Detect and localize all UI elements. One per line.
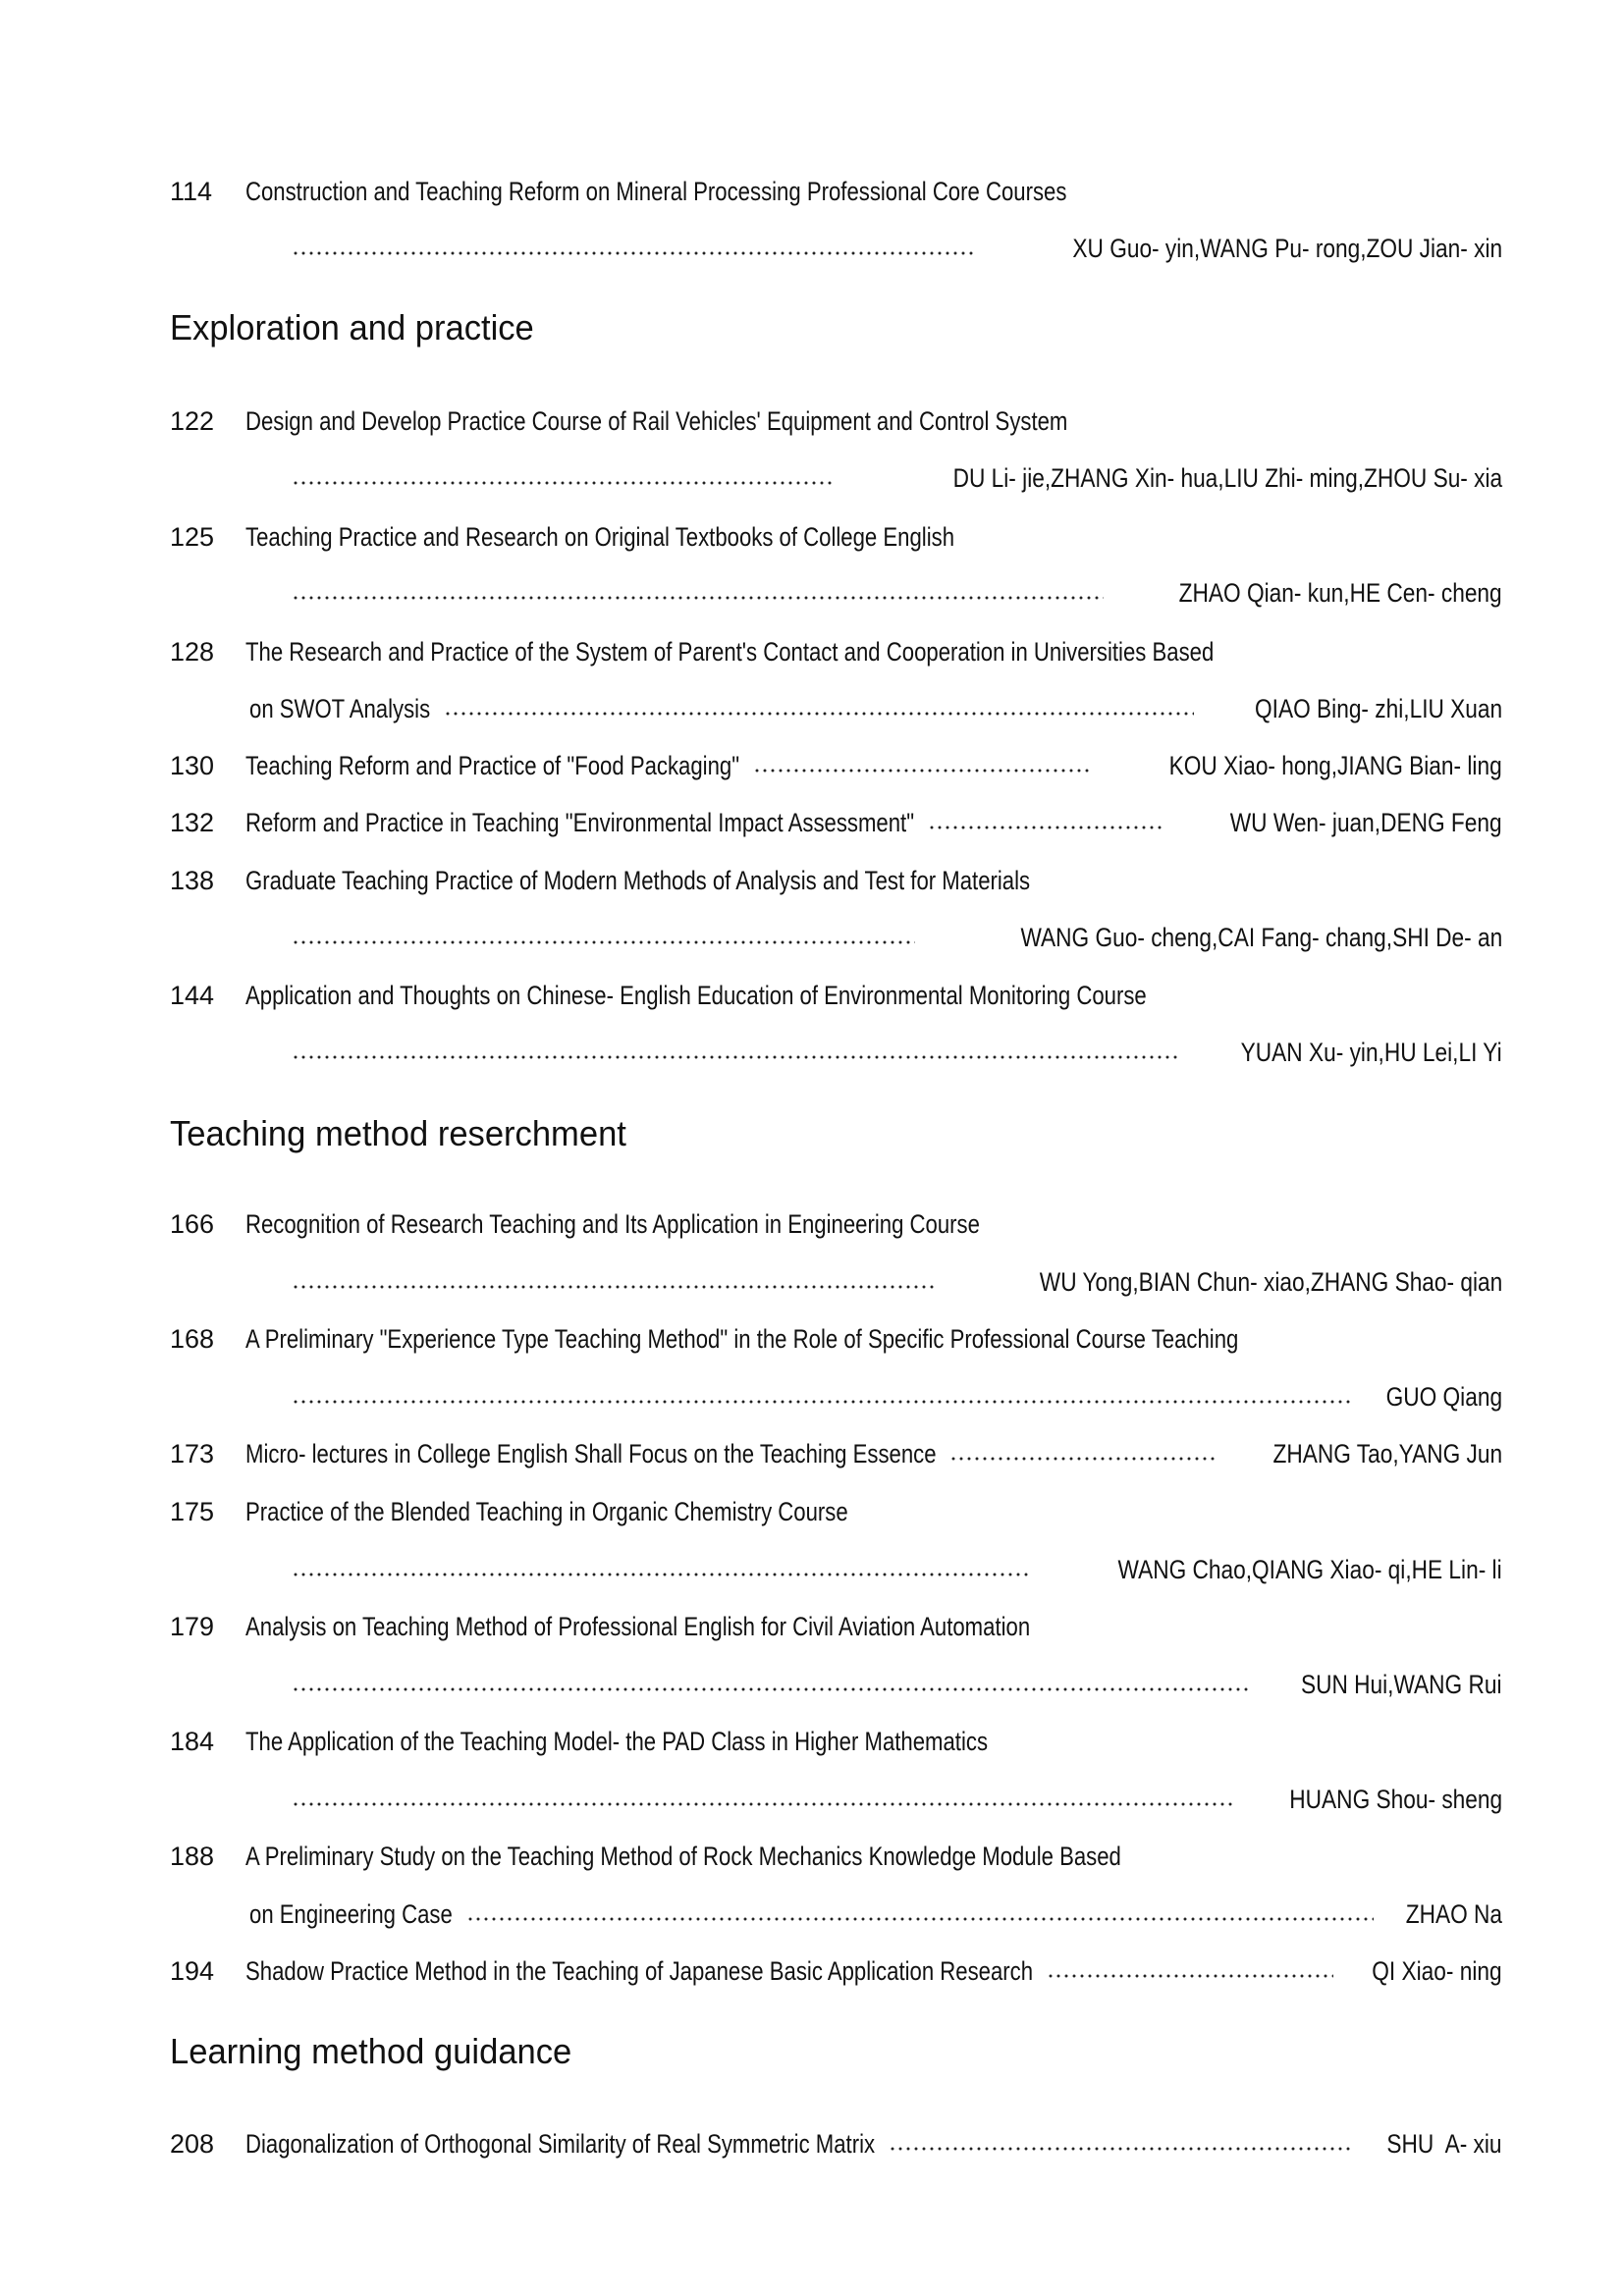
entry-page-number: 194: [170, 1956, 215, 1986]
entry-page-number: 188: [170, 1842, 215, 1871]
toc-entry-184[interactable]: [170, 1724, 1502, 1759]
toc-entry-168[interactable]: [170, 1321, 1502, 1357]
entry-title: Design and Develop Practice Course of Rail Vehicles' Equipment and Control System: [245, 406, 1068, 436]
dot-leader: [928, 805, 1165, 840]
toc-entry-128-continuation-line: [170, 691, 1502, 726]
entry-title: Recognition of Research Teaching and Its Application in Engineering Course: [245, 1209, 980, 1239]
entry-authors: DU Li- jie,ZHANG Xin- hua,LIU Zhi- ming,ZHOU Su- xia: [952, 463, 1502, 493]
entry-title: Graduate Teaching Practice of Modern Methods of Analysis and Test for Materials: [245, 866, 1031, 895]
dot-leader: [1047, 1953, 1333, 1989]
entry-authors: ZHAO Qian- kun,HE Cen- cheng: [1178, 578, 1502, 608]
dot-leader: [292, 231, 977, 266]
entry-authors: SHU A- xiu: [1386, 2129, 1502, 2159]
entry-authors: WU Yong,BIAN Chun- xiao,ZHANG Shao- qian: [1039, 1267, 1502, 1297]
entry-title: Practice of the Blended Teaching in Organic Chemistry Course: [245, 1497, 848, 1526]
entry-authors: WANG Chao,QIANG Xiao- qi,HE Lin- li: [1117, 1555, 1502, 1584]
toc-entry-208[interactable]: [170, 2126, 1502, 2162]
toc-entry-188[interactable]: [170, 1839, 1502, 1874]
entry-page-number: 128: [170, 637, 215, 667]
entry-authors: ZHAO Na: [1405, 1899, 1502, 1929]
toc-entry-179[interactable]: [170, 1609, 1502, 1644]
entry-title: Teaching Practice and Research on Original Textbooks of College English: [245, 522, 955, 552]
entry-authors: KOU Xiao- hong,JIANG Bian- ling: [1168, 751, 1502, 780]
toc-entry-166[interactable]: [170, 1206, 1502, 1242]
entry-page-number: 132: [170, 808, 215, 837]
dot-leader: [444, 691, 1194, 726]
entry-authors: WU Wen- juan,DENG Feng: [1230, 808, 1502, 837]
toc-entry-166-authors-line: [170, 1264, 1502, 1300]
toc-entry-184-authors-line: [170, 1782, 1502, 1817]
section-heading: Learning method guidance: [170, 2031, 572, 2071]
entry-page-number: 168: [170, 1324, 215, 1354]
dot-leader: [292, 1552, 1031, 1587]
toc-entry-125[interactable]: [170, 519, 1502, 555]
dot-leader: [292, 1667, 1249, 1702]
entry-authors: ZHANG Tao,YANG Jun: [1272, 1439, 1502, 1468]
entry-page-number: 114: [170, 177, 213, 206]
entry-title-continuation: on SWOT Analysis: [249, 694, 431, 723]
entry-title: Construction and Teaching Reform on Mineral Processing Professional Core Courses: [245, 177, 1067, 206]
entry-page-number: 184: [170, 1727, 215, 1756]
entry-authors: QIAO Bing- zhi,LIU Xuan: [1254, 694, 1502, 723]
entry-authors: SUN Hui,WANG Rui: [1301, 1670, 1502, 1699]
entry-title: Micro- lectures in College English Shall Focus on the Teaching Essence: [245, 1439, 937, 1468]
entry-authors: XU Guo- yin,WANG Pu- rong,ZOU Jian- xin: [1072, 234, 1502, 263]
toc-entry-122-authors-line: [170, 460, 1502, 496]
entry-title-continuation: on Engineering Case: [249, 1899, 453, 1929]
entry-title: Reform and Practice in Teaching "Environmental Impact Assessment": [245, 808, 915, 837]
entry-page-number: 179: [170, 1612, 215, 1641]
dot-leader: [292, 1782, 1235, 1817]
entry-authors: GUO Qiang: [1385, 1382, 1502, 1412]
dot-leader: [292, 460, 835, 496]
toc-entry-138[interactable]: [170, 863, 1502, 898]
toc-entry-188-continuation-line: [170, 1896, 1502, 1932]
toc-entry-114[interactable]: [170, 174, 1502, 209]
toc-entry-194[interactable]: [170, 1953, 1502, 1989]
entry-title: A Preliminary "Experience Type Teaching Method" in the Role of Specific Professional Course Teaching: [245, 1324, 1239, 1354]
entry-page-number: 122: [170, 406, 215, 436]
dot-leader: [292, 1379, 1350, 1415]
toc-entry-175-authors-line: [170, 1552, 1502, 1587]
section-heading: Teaching method reserchment: [170, 1113, 626, 1153]
toc-entry-144-authors-line: [170, 1035, 1502, 1070]
entry-title: Analysis on Teaching Method of Professional English for Civil Aviation Automation: [245, 1612, 1031, 1641]
entry-page-number: 166: [170, 1209, 215, 1239]
entry-page-number: 208: [170, 2129, 215, 2159]
entry-title: Diagonalization of Orthogonal Similarity of Real Symmetric Matrix: [245, 2129, 876, 2159]
entry-title: The Application of the Teaching Model- the PAD Class in Higher Mathematics: [245, 1727, 989, 1756]
toc-entry-114-authors-line: [170, 231, 1502, 266]
entry-title: Shadow Practice Method in the Teaching of Japanese Basic Application Research: [245, 1956, 1034, 1986]
toc-entry-175[interactable]: [170, 1494, 1502, 1529]
entry-title: A Preliminary Study on the Teaching Method of Rock Mechanics Knowledge Module Based: [245, 1842, 1121, 1871]
entry-page-number: 130: [170, 751, 215, 780]
entry-page-number: 173: [170, 1439, 215, 1468]
entry-title: Application and Thoughts on Chinese- English Education of Environmental Monitoring Course: [245, 981, 1147, 1010]
toc-entry-144[interactable]: [170, 978, 1502, 1013]
toc-entry-125-authors-line: [170, 575, 1502, 611]
toc-entry-168-authors-line: [170, 1379, 1502, 1415]
toc-entry-138-authors-line: [170, 920, 1502, 955]
toc-entry-179-authors-line: [170, 1667, 1502, 1702]
entry-title: Teaching Reform and Practice of "Food Packaging": [245, 751, 740, 780]
toc-entry-130[interactable]: [170, 748, 1502, 783]
dot-leader: [949, 1436, 1215, 1471]
toc-entry-132[interactable]: [170, 805, 1502, 840]
dot-leader: [292, 1264, 938, 1300]
entry-authors: QI Xiao- ning: [1372, 1956, 1502, 1986]
entry-authors: YUAN Xu- yin,HU Lei,LI Yi: [1241, 1038, 1502, 1067]
section-heading: Exploration and practice: [170, 307, 534, 347]
entry-page-number: 175: [170, 1497, 215, 1526]
entry-page-number: 138: [170, 866, 215, 895]
dot-leader: [292, 920, 915, 955]
dot-leader: [292, 1035, 1177, 1070]
entry-authors: HUANG Shou- sheng: [1289, 1785, 1502, 1814]
dot-leader: [466, 1896, 1374, 1932]
entry-page-number: 125: [170, 522, 215, 552]
dot-leader: [753, 748, 1093, 783]
entry-authors: WANG Guo- cheng,CAI Fang- chang,SHI De- an: [1020, 923, 1502, 952]
toc-entry-128[interactable]: [170, 634, 1502, 669]
entry-page-number: 144: [170, 981, 215, 1010]
entry-title: The Research and Practice of the System of Parent's Contact and Cooperation in Universities Based: [245, 637, 1215, 667]
dot-leader: [292, 575, 1104, 611]
dot-leader: [889, 2126, 1352, 2162]
toc-entry-173[interactable]: [170, 1436, 1502, 1471]
toc-entry-122[interactable]: [170, 403, 1502, 439]
